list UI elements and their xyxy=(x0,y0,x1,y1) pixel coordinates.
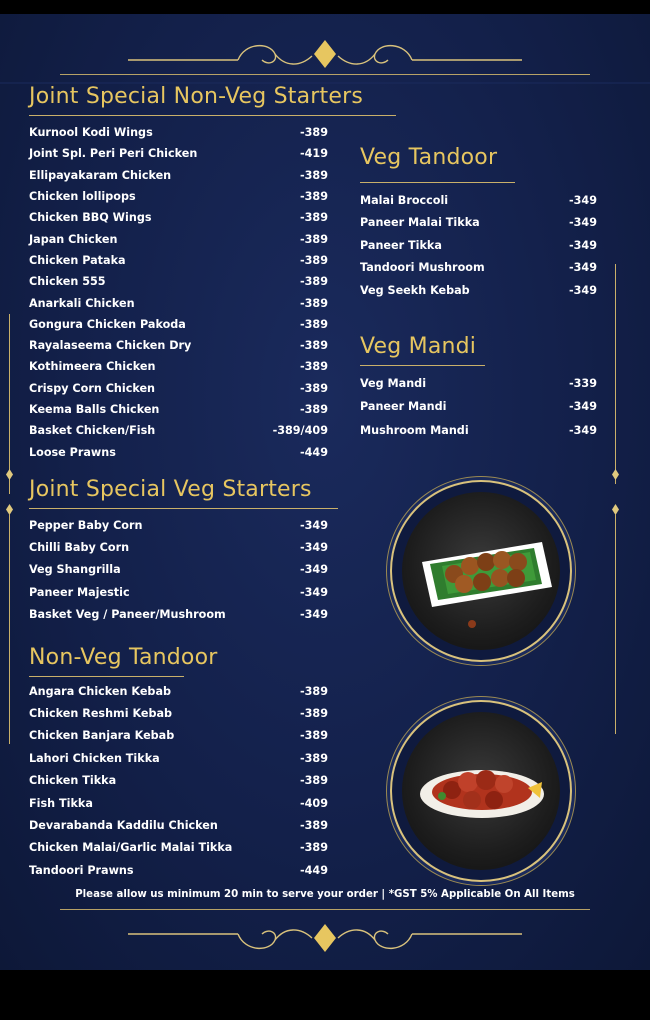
menu-item-price: -389 xyxy=(300,253,328,267)
menu-item xyxy=(29,603,328,625)
menu-item-price: -389 xyxy=(300,841,328,855)
right-side-diamond xyxy=(612,469,619,480)
menu-item-price: -349 xyxy=(300,563,328,577)
menu-item-price: -389 xyxy=(300,819,328,833)
menu-item xyxy=(29,399,328,420)
menu-item-price: -349 xyxy=(300,518,328,532)
menu-item-price: -389 xyxy=(300,339,328,353)
menu-item-name: Malai Broccoli xyxy=(360,193,449,207)
menu-item xyxy=(29,514,328,536)
menu-item-name: Kurnool Kodi Wings xyxy=(29,126,153,140)
menu-item xyxy=(29,559,328,581)
menu-item xyxy=(360,257,597,280)
bottom-ornament xyxy=(0,910,650,962)
menu-item-price: -389 xyxy=(300,707,328,721)
menu-item xyxy=(29,335,328,356)
menu-item-price: -349 xyxy=(569,216,597,230)
menu-item-name: Chicken Pataka xyxy=(29,253,126,267)
menu-item-name: Kothimeera Chicken xyxy=(29,360,156,374)
menu-item-name: Chicken Tikka xyxy=(29,774,117,788)
menu-item-price: -449 xyxy=(300,863,328,877)
menu-item-price: -349 xyxy=(569,238,597,252)
footer-note: Please allow us minimum 20 min to serve your order | *GST 5% Applicable On All Items xyxy=(75,889,575,900)
menu-item-price: -349 xyxy=(569,193,597,207)
menu-item-name: Paneer Malai Tikka xyxy=(360,216,480,230)
menu-item-name: Loose Prawns xyxy=(29,445,116,459)
menu-item xyxy=(29,441,328,462)
menu-item-price: -389 xyxy=(300,403,328,416)
section-underline xyxy=(29,508,338,509)
menu-item-name: Basket Chicken/Fish xyxy=(29,424,156,438)
menu-item-price: -349 xyxy=(300,540,328,554)
menu-item-price: -389 xyxy=(300,684,328,698)
menu-item xyxy=(360,234,597,257)
food-photo-plate xyxy=(392,702,570,880)
menu-item-price: -349 xyxy=(300,585,328,599)
menu-item-price: -389 xyxy=(300,751,328,765)
menu-item-name: Tandoori Prawns xyxy=(29,863,134,877)
menu-page xyxy=(0,14,650,970)
menu-item-price: -349 xyxy=(569,283,597,297)
menu-item-name: Lahori Chicken Tikka xyxy=(29,751,160,765)
menu-item-price: -389 xyxy=(300,317,328,331)
menu-item xyxy=(29,207,328,228)
menu-item-price: -349 xyxy=(569,423,597,437)
menu-item-price: -389 xyxy=(300,232,328,246)
menu-item-price: -349 xyxy=(300,607,328,621)
section-title-nonveg-tandoor: Non-Veg Tandoor xyxy=(29,645,218,670)
menu-item xyxy=(29,143,328,164)
menu-item xyxy=(29,292,328,313)
left-side-line xyxy=(9,314,10,494)
menu-item-price: -389 xyxy=(300,729,328,743)
menu-item-price: -349 xyxy=(569,261,597,275)
menu-item xyxy=(29,702,328,724)
menu-item-name: Devarabanda Kaddilu Chicken xyxy=(29,819,218,833)
menu-item-price: -349 xyxy=(569,400,597,414)
menu-item-name: Tandoori Mushroom xyxy=(360,261,485,275)
section-title-veg-mandi: Veg Mandi xyxy=(360,334,477,359)
menu-item-name: Japan Chicken xyxy=(29,232,118,246)
top-rule xyxy=(60,74,590,75)
menu-item-name: Chicken lollipops xyxy=(29,190,136,204)
menu-item-name: Ellipayakaram Chicken xyxy=(29,168,172,182)
menu-item-price: -389 xyxy=(300,168,328,182)
section-title-veg-starters: Joint Special Veg Starters xyxy=(29,477,312,502)
menu-item xyxy=(29,725,328,747)
food-photo-plate xyxy=(392,482,570,660)
menu-item xyxy=(360,212,597,235)
item-list-veg-starters xyxy=(29,514,328,625)
menu-item-price: -389/409 xyxy=(272,424,328,438)
menu-item-name: Angara Chicken Kebab xyxy=(29,684,171,698)
menu-item xyxy=(29,314,328,335)
menu-item xyxy=(29,271,328,292)
menu-item-name: Gongura Chicken Pakoda xyxy=(29,317,186,331)
menu-item-name: Chicken 555 xyxy=(29,275,106,289)
menu-item xyxy=(360,279,597,302)
menu-item-name: Anarkali Chicken xyxy=(29,296,135,310)
menu-item-price: -389 xyxy=(300,190,328,204)
food-photo-chicken-tikka xyxy=(402,712,560,870)
menu-item-price: -419 xyxy=(300,147,328,161)
menu-item-price: -389 xyxy=(300,381,328,395)
menu-item-name: Paneer Tikka xyxy=(360,238,442,252)
menu-item-price: -389 xyxy=(300,275,328,289)
menu-item xyxy=(29,581,328,603)
menu-item-name: Fish Tikka xyxy=(29,796,93,810)
menu-item-name: Paneer Mandi xyxy=(360,400,447,414)
menu-item-price: -389 xyxy=(300,296,328,310)
menu-item-name: Basket Veg / Paneer/Mushroom xyxy=(29,607,226,621)
menu-item-name: Chicken Malai/Garlic Malai Tikka xyxy=(29,841,233,855)
menu-item xyxy=(29,122,328,143)
menu-item-name: Pepper Baby Corn xyxy=(29,518,143,532)
right-side-line xyxy=(615,264,616,484)
item-list-nonveg-starters xyxy=(29,122,328,463)
food-photo-fried-chicken xyxy=(402,492,560,650)
right-side-line-lower xyxy=(615,514,616,734)
menu-item-name: Rayalaseema Chicken Dry xyxy=(29,339,192,353)
menu-item xyxy=(29,814,328,836)
menu-item-name: Chicken BBQ Wings xyxy=(29,211,152,225)
item-list-veg-tandoor xyxy=(360,189,597,302)
menu-item xyxy=(360,419,597,442)
menu-item-price: -389 xyxy=(300,774,328,788)
menu-item-name: Chicken Reshmi Kebab xyxy=(29,707,173,721)
menu-item-name: Mushroom Mandi xyxy=(360,423,469,437)
menu-item-name: Keema Balls Chicken xyxy=(29,403,160,416)
menu-item-name: Chicken Banjara Kebab xyxy=(29,729,175,743)
item-list-nonveg-tandoor xyxy=(29,680,328,882)
menu-item-price: -389 xyxy=(300,211,328,225)
section-title-veg-tandoor: Veg Tandoor xyxy=(360,145,498,170)
section-title-nonveg-starters: Joint Special Non-Veg Starters xyxy=(29,84,364,109)
menu-item-name: Crispy Corn Chicken xyxy=(29,381,156,395)
item-list-veg-mandi xyxy=(360,372,597,442)
menu-item-name: Chilli Baby Corn xyxy=(29,540,130,554)
menu-item xyxy=(29,770,328,792)
section-underline xyxy=(29,115,396,116)
menu-item-name: Joint Spl. Peri Peri Chicken xyxy=(29,147,198,161)
menu-item xyxy=(29,356,328,377)
menu-item-name: Veg Mandi xyxy=(360,377,427,391)
menu-item-price: -409 xyxy=(300,796,328,810)
section-underline xyxy=(360,365,485,366)
menu-item xyxy=(29,747,328,769)
menu-item xyxy=(360,372,597,395)
menu-item-price: -389 xyxy=(300,360,328,374)
menu-item-price: -449 xyxy=(300,445,328,459)
menu-item xyxy=(360,395,597,418)
menu-item xyxy=(29,837,328,859)
left-side-line-lower xyxy=(9,514,10,744)
left-side-diamond xyxy=(6,469,13,480)
menu-item xyxy=(29,228,328,249)
menu-item-name: Veg Shangrilla xyxy=(29,563,121,577)
menu-item-name: Paneer Majestic xyxy=(29,585,130,599)
menu-item xyxy=(29,792,328,814)
section-underline xyxy=(29,676,184,677)
section-underline xyxy=(360,182,515,183)
menu-item xyxy=(360,189,597,212)
menu-item xyxy=(29,536,328,558)
menu-item-price: -339 xyxy=(569,377,597,391)
menu-item xyxy=(29,859,328,881)
menu-item xyxy=(29,165,328,186)
menu-item-price: -389 xyxy=(300,126,328,140)
menu-item xyxy=(29,186,328,207)
menu-item xyxy=(29,250,328,271)
menu-item xyxy=(29,420,328,441)
menu-item xyxy=(29,378,328,399)
menu-item xyxy=(29,680,328,702)
menu-item-name: Veg Seekh Kebab xyxy=(360,283,470,297)
